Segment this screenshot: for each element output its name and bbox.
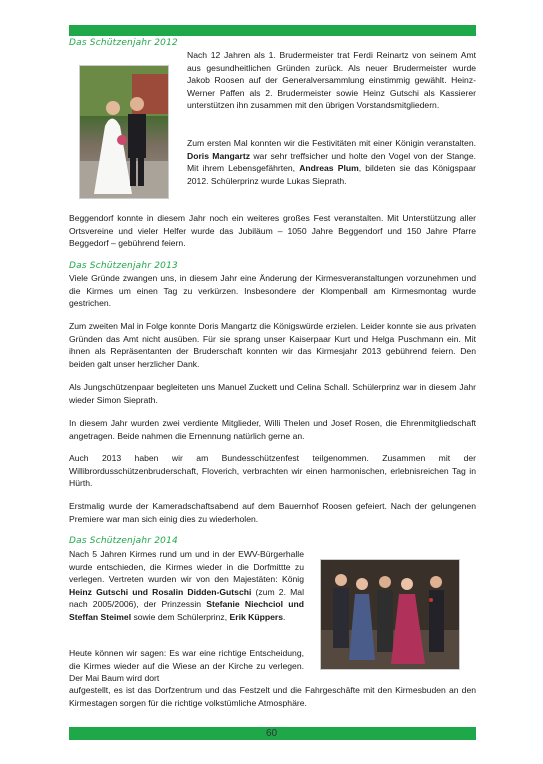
paragraph-2012-3: Beggendorf konnte in diesem Jahr noch ein weiteres großes Fest veranstalten. Mit Unterstützung aller Ortsvereine und vieler Helfer wurde das Jubiläum – 1050 Jahre Beggendorf und 150 Jahre Pfarre Beggedorf – gebührend feiern. [69, 213, 476, 248]
paragraph-2014-2-narrow: Heute können wir sagen: Es war eine richtige Entscheidung, die Kirmes wieder auf die Wiese an der Kirche zu verlegen. Der Mai Baum wird dort [69, 648, 304, 683]
photo-koenigspaar-2012 [79, 65, 169, 199]
photo-2012-illustration [80, 66, 168, 198]
name-koenigspaar-2014: Heinz Gutschi und Rosalin Didden-Gutschi [69, 586, 252, 597]
paragraph-2012-1: Nach 12 Jahren als 1. Brudermeister trat Ferdi Reinartz von seinem Amt aus gesundheitlichen Gründen zurück. Als neuer Brudermeister wurde Jakob Roosen auf der Generalversammlung einstimmig gewählt. Heinz-Werner Paffen als 2. Brudermeister sowie Heinz Gutschi als Kassierer unterstützen ihn zusammen mit den übrigen Vorstandsmitgliedern. [187, 50, 476, 110]
photo-majestaeten-2014 [320, 559, 460, 670]
header-bar [69, 25, 476, 36]
paragraph-2013-1: Viele Gründe zwangen uns, in diesem Jahr eine Änderung der Kirmesveranstaltungen vorzunehmen und die Kirmes um einen Tag zu verkürzen. Insbesondere der Klompenball am Kirmesmontag wurde gestrichen. [69, 273, 476, 308]
paragraph-2013-4: In diesem Jahr wurden zwei verdiente Mitglieder, Willi Thelen und Josef Rosen, die Ehrenmitgliedschaft angetragen. Beide nahmen die Ernennung natürlich gerne an. [69, 418, 476, 441]
paragraph-2014-2-wide: aufgestellt, es ist das Dorfzentrum und das Festzelt und die Fahrgeschäfte mit den Kirmesbuden an den Kirmestagen sorgen für die richtige volkstümliche Atmosphäre. [69, 685, 476, 708]
heading-2014: Das Schützenjahr 2014 [69, 536, 178, 546]
text-run: , bildeten sie das Königspaar 2012. Schülerprinz wurde Lukas Sieprath. [187, 163, 476, 186]
paragraph-2013-2: Zum zweiten Mal in Folge konnte Doris Mangartz die Königswürde erzielen. Leider konnte sie aus privaten Gründen das Amt nicht ausüben. Für sie sprang unser Kaiserpaar Kurt und Helga Puschmann ein. Mit ihnen als Repräsentanten der Bruderschaft konnten wir das Kirmesjahr 2013 gebührend feiern. Den beiden galt unser herzlicher Dank. [69, 321, 476, 369]
paragraph-2013-6: Erstmalig wurde der Kameradschaftsabend auf dem Bauernhof Roosen gefeiert. Nach der gelungenen Premiere war man sich einig dies zu wiederholen. [69, 501, 476, 524]
text-run: . [283, 611, 286, 622]
heading-2013: Das Schützenjahr 2013 [69, 261, 178, 271]
name-schuelerprinz-2014: Erik Küppers [229, 611, 283, 622]
paragraph-2014-1 [69, 548, 304, 623]
name-prinzessin-2014: Stefanie Niechciol und Steffan Steimel [69, 599, 304, 622]
text-run: war sehr treffsicher und holte den Vogel von der Stange. Mit ihrem Lebensgefährten, [187, 150, 477, 173]
paragraph-2012-2 [187, 137, 476, 187]
photo-2014-illustration [321, 560, 459, 669]
heading-2012: Das Schützenjahr 2012 [69, 38, 178, 48]
paragraph-2013-3: Als Jungschützenpaar begleiteten uns Manuel Zuckett und Celina Schall. Schülerprinz war in diesem Jahr wieder Simon Sieprath. [69, 382, 476, 405]
name-doris-mangartz: Doris Mangartz [187, 150, 251, 161]
text-run: sowie dem Schülerprinz, [131, 611, 230, 622]
text-run: Nach 5 Jahren Kirmes rund um und in der EWV-Bürgerhalle wurde entschieden, die Kirmes wieder in die Dorfmittte zu verlegen. Vertreten wurden wir von den Majestäten: König [69, 549, 304, 584]
name-andreas-plum: Andreas Plum [299, 163, 359, 173]
text-run: Zum ersten Mal konnten wir die Festivitäten mit einer Königin veranstalten. [187, 138, 476, 148]
page-number: 60 [265, 728, 278, 739]
paragraph-2013-5: Auch 2013 haben wir am Bundesschützenfest teilgenommen. Zusammen mit der Willibrordusschützenbruderschaft, Floverich, verbrachten wir einen harmonischen, erlebnisreichen Tag in Hürth. [69, 453, 476, 488]
text-run: (zum 2. Mal nach 2005/2006), der Prinzessin [69, 586, 304, 609]
